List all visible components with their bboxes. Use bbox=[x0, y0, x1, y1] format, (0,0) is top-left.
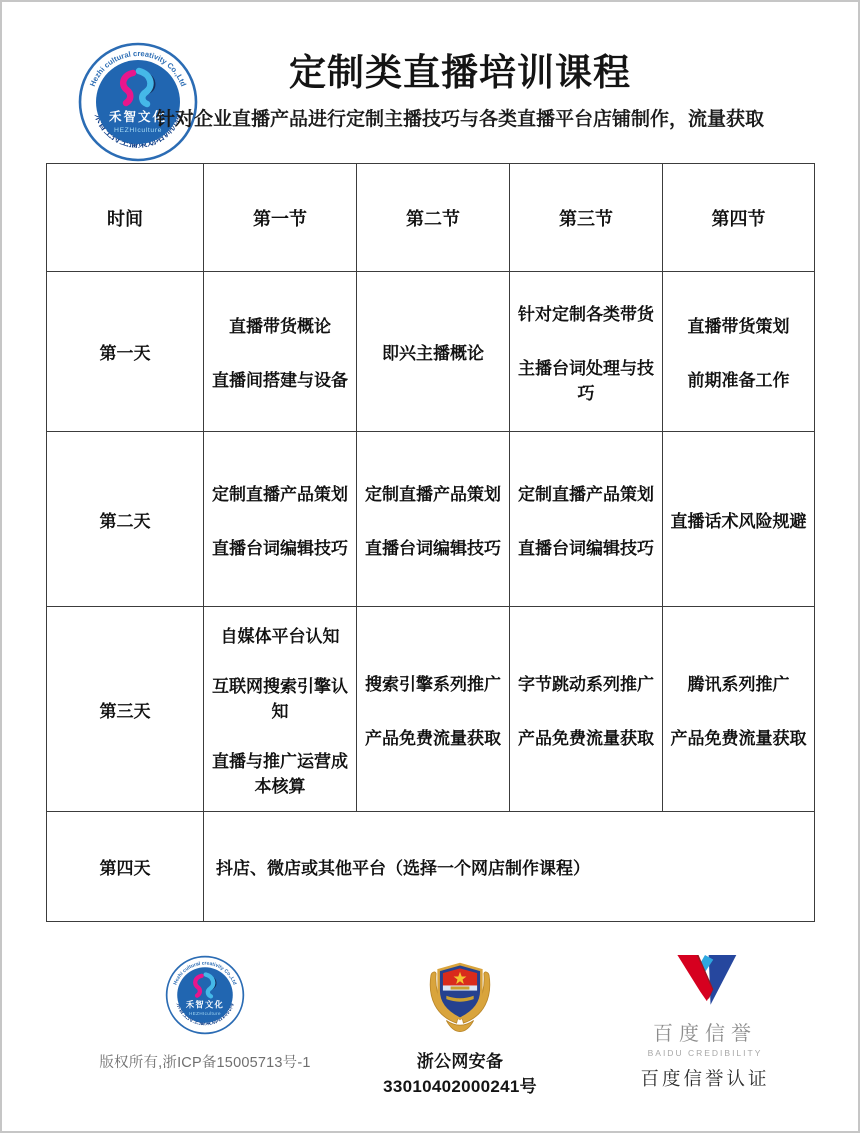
day-label: 第二天 bbox=[47, 432, 204, 607]
course-line: 即兴主播概论 bbox=[382, 344, 484, 363]
table-row-day3 bbox=[47, 607, 815, 812]
course-line: 定制直播产品策划 bbox=[365, 484, 501, 504]
course-cell bbox=[357, 607, 510, 812]
course-cell bbox=[204, 272, 357, 432]
course-line: 定制直播产品策划 bbox=[212, 484, 348, 504]
page-title: 定制类直播培训课程 bbox=[289, 52, 631, 93]
course-cell bbox=[510, 432, 663, 607]
course-cell bbox=[663, 432, 815, 607]
baidu-credibility-name-en: BAIDU CREDIBILITY bbox=[647, 1048, 763, 1058]
course-line: 针对定制各类带货 bbox=[518, 304, 654, 324]
course-schedule bbox=[46, 163, 815, 922]
course-line: 互联网搜索引擎认知 bbox=[212, 676, 348, 721]
course-line: 腾讯系列推广 bbox=[687, 674, 790, 694]
course-cell bbox=[663, 607, 815, 812]
course-line: 直播带货概论 bbox=[229, 317, 331, 336]
icp-record-link[interactable]: 版权所有,浙ICP备15005713号-1 bbox=[99, 1055, 311, 1071]
table-row-day4 bbox=[47, 812, 815, 922]
police-badge-icon bbox=[422, 953, 498, 1035]
baidu-credibility-icon bbox=[670, 950, 740, 1008]
company-logo-small-icon bbox=[164, 954, 246, 1036]
course-line: 抖店、微店或其他平台（选择一个网店制作课程） bbox=[216, 859, 590, 878]
course-table bbox=[46, 163, 815, 922]
page-subtitle: 针对企业直播产品进行定制主播技巧与各类直播平台店铺制作，流量获取 bbox=[155, 108, 764, 130]
header-cell-time: 时间 bbox=[47, 164, 204, 272]
course-cell-merged bbox=[204, 812, 815, 922]
course-line: 直播间搭建与设备 bbox=[212, 371, 348, 390]
course-cell bbox=[510, 607, 663, 812]
course-cell bbox=[357, 432, 510, 607]
course-line: 直播带货策划 bbox=[687, 317, 790, 336]
header-cell-session3: 第三节 bbox=[510, 164, 663, 272]
course-cell bbox=[510, 272, 663, 432]
course-line: 产品免费流量获取 bbox=[518, 728, 654, 748]
table-row-day1 bbox=[47, 272, 815, 432]
police-record-link[interactable]: 浙公网安备 33010402000241号 bbox=[383, 1052, 537, 1096]
baidu-credibility-name: 百度信誉 bbox=[653, 1023, 757, 1045]
course-cell bbox=[204, 607, 357, 812]
footer-copyright-block bbox=[95, 954, 315, 1072]
table-row-day2 bbox=[47, 432, 815, 607]
course-cell bbox=[204, 432, 357, 607]
header-cell-session1: 第一节 bbox=[204, 164, 357, 272]
footer-police-block bbox=[350, 953, 570, 1097]
course-line: 自媒体平台认知 bbox=[220, 626, 340, 646]
header-cell-session2: 第二节 bbox=[357, 164, 510, 272]
course-line: 直播台词编辑技巧 bbox=[212, 538, 348, 558]
course-line: 前期准备工作 bbox=[687, 371, 790, 390]
course-line: 直播话术风险规避 bbox=[670, 511, 807, 531]
course-line: 直播台词编辑技巧 bbox=[518, 538, 654, 558]
table-header-row bbox=[47, 164, 815, 272]
day-label: 第一天 bbox=[47, 272, 204, 432]
course-line: 主播台词处理与技巧 bbox=[518, 358, 654, 403]
baidu-cert-label: 百度信誉认证 bbox=[640, 1068, 770, 1089]
course-line: 字节跳动系列推广 bbox=[518, 674, 654, 694]
course-cell bbox=[663, 272, 815, 432]
footer-baidu-block bbox=[605, 950, 805, 1091]
course-line: 产品免费流量获取 bbox=[365, 728, 501, 748]
course-line: 定制直播产品策划 bbox=[518, 484, 654, 504]
course-line: 直播台词编辑技巧 bbox=[365, 538, 501, 558]
course-line: 产品免费流量获取 bbox=[670, 728, 807, 748]
day-label: 第四天 bbox=[47, 812, 204, 922]
course-cell bbox=[357, 272, 510, 432]
day-label: 第三天 bbox=[47, 607, 204, 812]
header-cell-session4: 第四节 bbox=[663, 164, 815, 272]
course-line: 搜索引擎系列推广 bbox=[365, 674, 501, 694]
course-line: 直播与推广运营成本核算 bbox=[212, 751, 348, 796]
